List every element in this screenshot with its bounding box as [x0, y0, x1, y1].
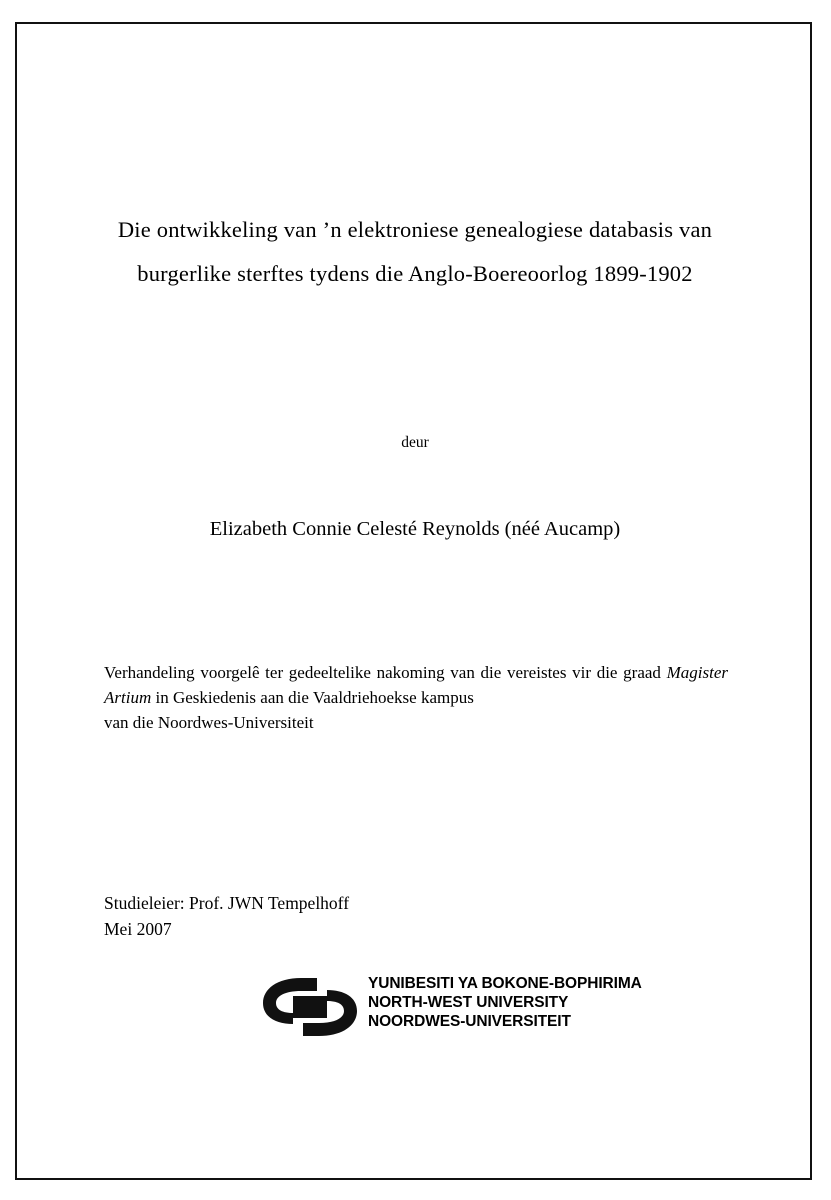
logo-line-1: YUNIBESITI YA BOKONE-BOPHIRIMA [368, 975, 642, 992]
by-label: deur [401, 434, 429, 451]
logo-line-3: NOORDWES-UNIVERSITEIT [368, 1013, 571, 1030]
degree-statement-paragraph [104, 660, 728, 710]
date-line: Mei 2007 [104, 919, 172, 939]
statement-part-2: in Geskiedenis aan die Vaaldriehoekse kampus [151, 688, 474, 707]
title-line-1: Die ontwikkeling van ’n elektroniese genealogiese databasis van [117, 217, 713, 242]
author-name: Elizabeth Connie Celesté Reynolds (néé Aucamp) [209, 518, 621, 540]
university-logo [250, 968, 650, 1048]
degree-name: Magister Artium [104, 663, 728, 707]
logo-line-2: NORTH-WEST UNIVERSITY [368, 994, 569, 1011]
statement-part-3: van die Noordwes-Universiteit [104, 713, 314, 732]
statement-part-1: Verhandeling voorgelê ter gedeeltelike nakoming van die vereistes vir die graad [104, 663, 667, 682]
university-logo-text [368, 974, 642, 1031]
degree-statement [104, 660, 728, 735]
title-line-2: burgerlike sterftes tydens die Anglo-Boereoorlog 1899-1902 [137, 261, 693, 286]
supervisor-line: Studieleier: Prof. JWN Tempelhoff [104, 893, 350, 913]
north-west-university-logo-mark [255, 972, 365, 1042]
page-title [95, 208, 735, 296]
supervisor-block [104, 890, 604, 942]
